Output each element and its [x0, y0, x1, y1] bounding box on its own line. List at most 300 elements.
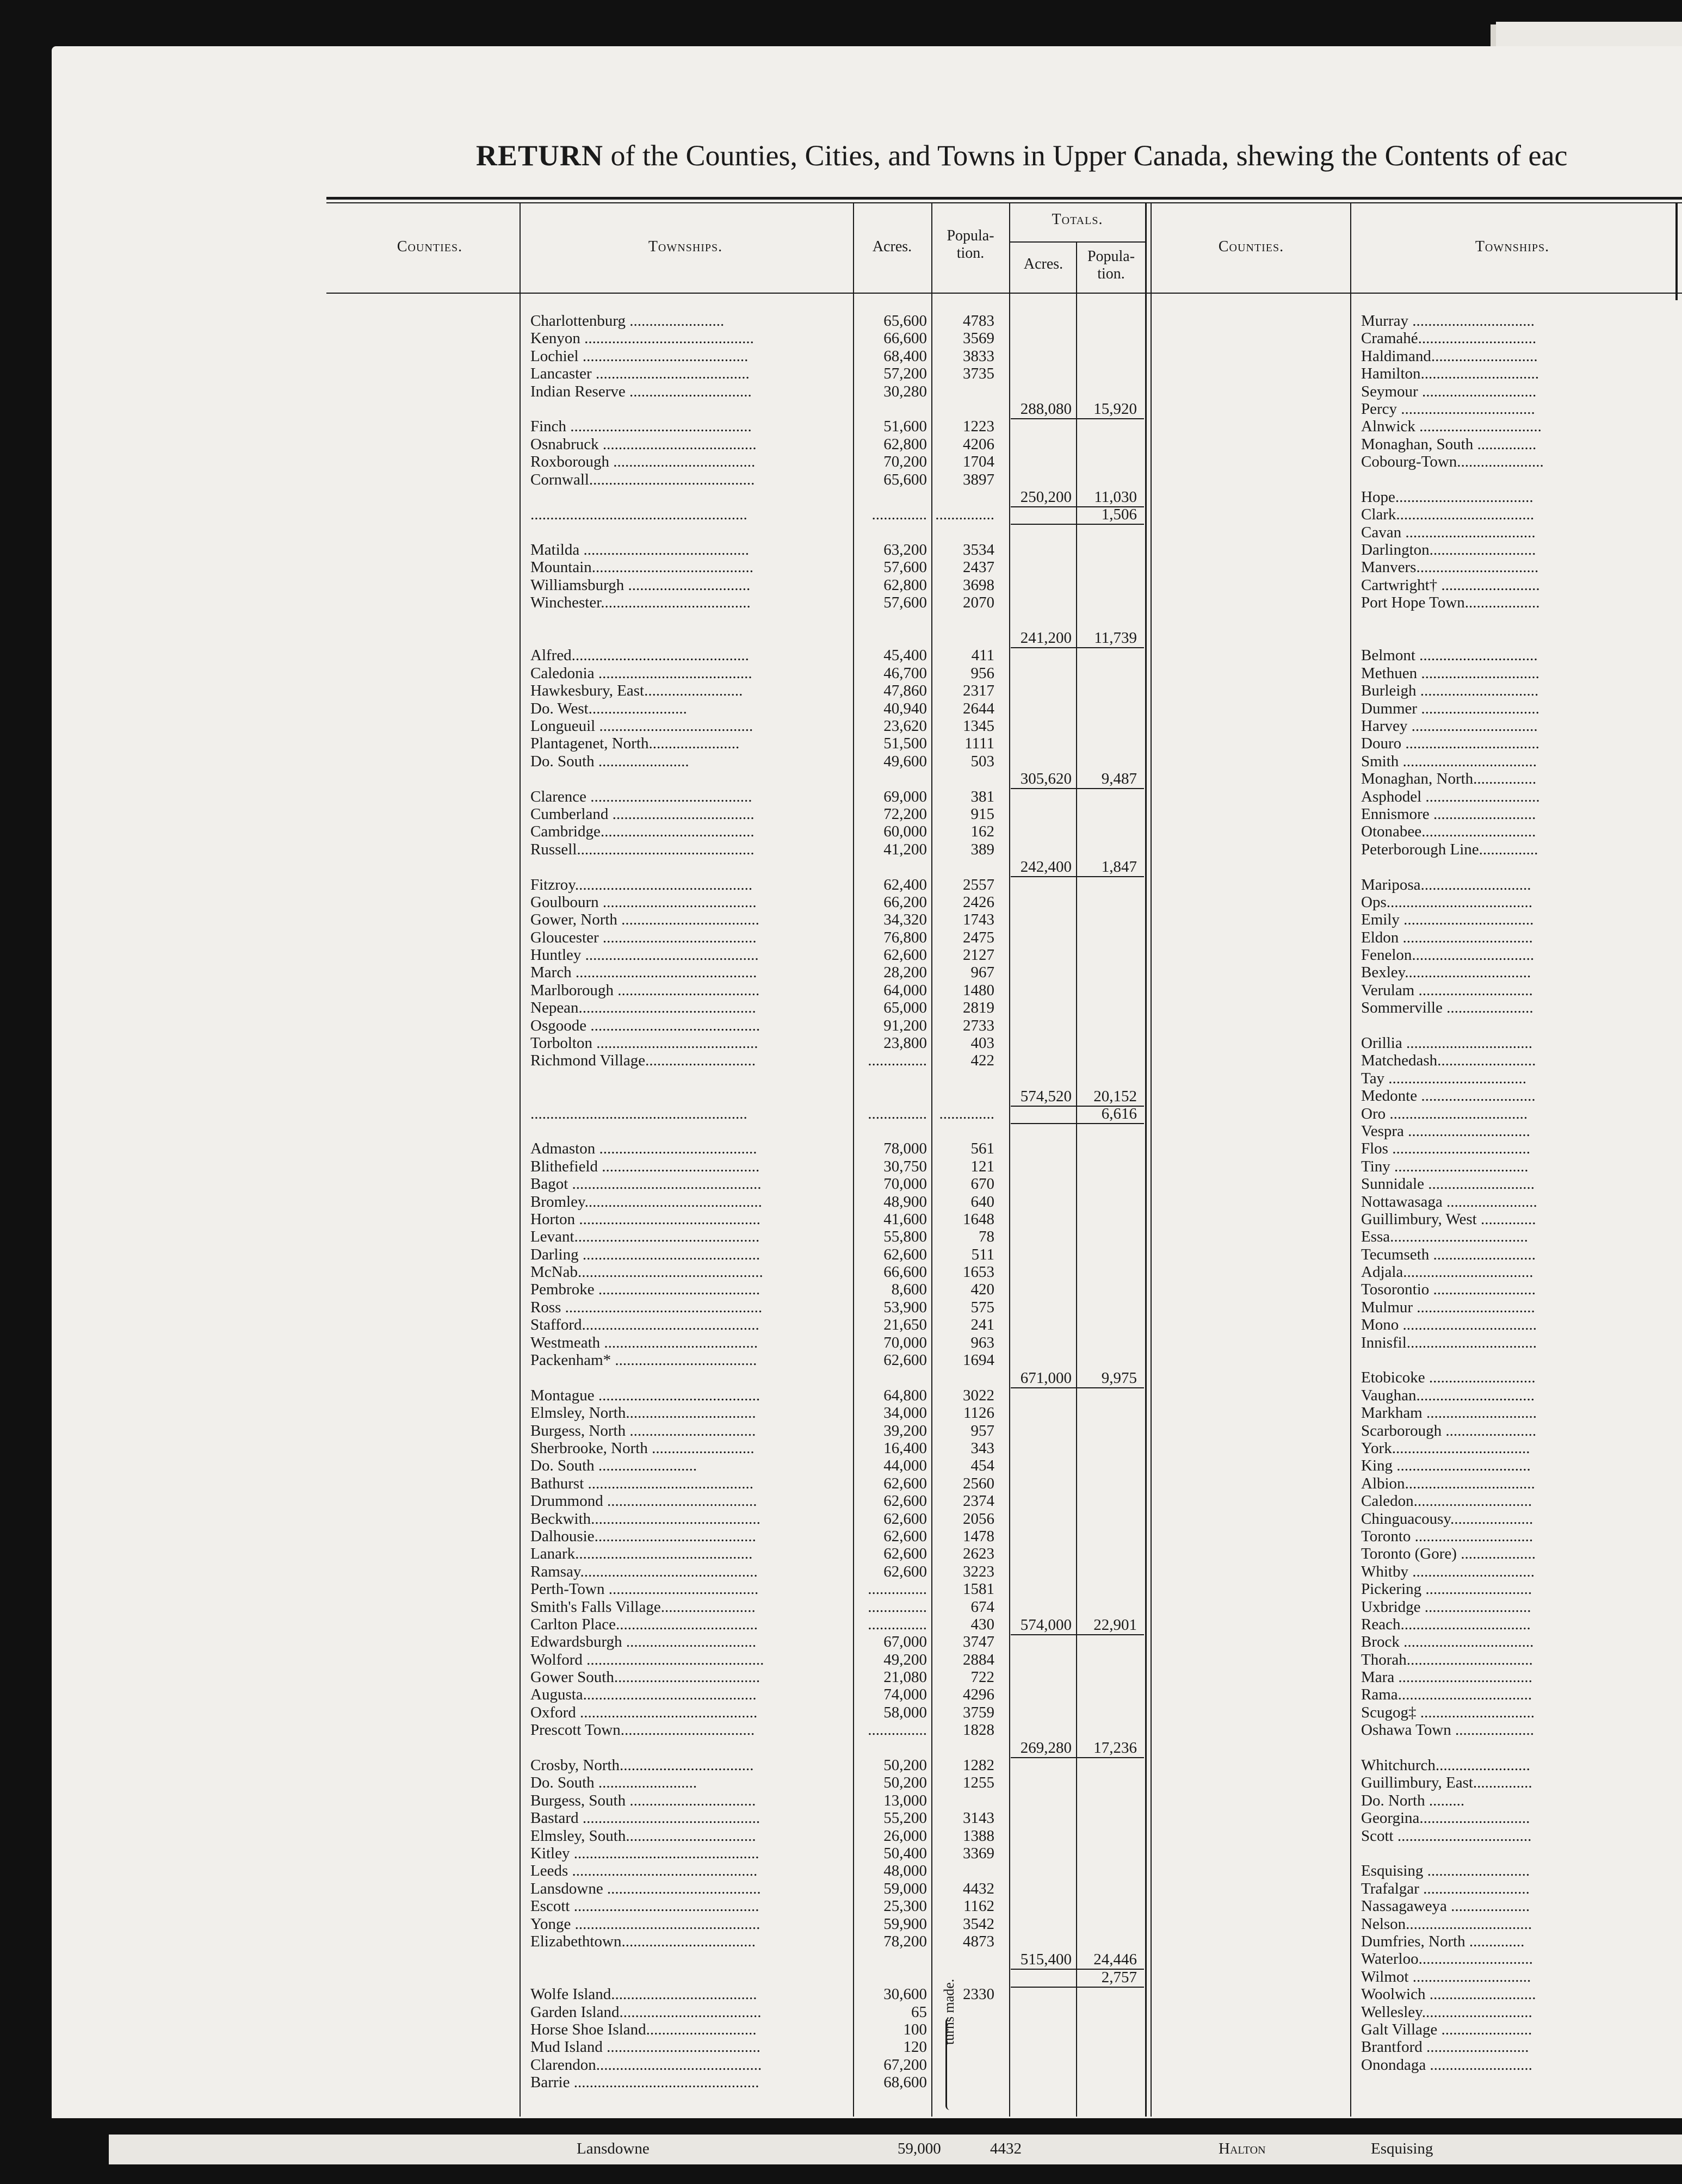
township-name: Indian Reserve ............................... — [530, 382, 752, 400]
township-name: Toronto (Gore) ................... — [1361, 1545, 1536, 1563]
township-name — [1361, 471, 1671, 488]
col-rule-2 — [853, 202, 854, 2117]
township-population: 2330 — [963, 1986, 994, 2003]
township-name: Sommerville ...................... — [1361, 999, 1533, 1017]
header-top-rule-thin — [326, 202, 1682, 203]
township-name: Markham ............................ — [1361, 1404, 1537, 1422]
township-name: Russell............................................. — [530, 840, 755, 858]
township-population: 2437 — [963, 559, 994, 576]
township-name: Rama.................................. — [1361, 1686, 1532, 1704]
township-name: Darling ............................................. — [530, 1245, 760, 1263]
township-name: ....................................................... — [530, 506, 747, 524]
township-population: 2070 — [963, 594, 994, 612]
township-name: Matchedash......................... — [1361, 1052, 1536, 1070]
left-population-column — [933, 312, 994, 2091]
township-acres: 78,000 — [883, 1140, 927, 1158]
township-acres: 25,300 — [883, 1897, 927, 1915]
township-population: 956 — [970, 664, 994, 682]
township-acres: 57,600 — [883, 594, 927, 612]
total-population: 11,739 — [1094, 629, 1137, 647]
township-name: Harvey ................................ — [1361, 717, 1538, 735]
township-population: .............. — [939, 1105, 994, 1122]
township-acres — [855, 1739, 927, 1757]
township-acres: 62,600 — [883, 1474, 927, 1492]
township-name: Chinguacousy..................... — [1361, 1510, 1533, 1528]
township-acres: 48,900 — [883, 1193, 927, 1211]
township-name: Roxborough .................................... — [530, 453, 756, 471]
header-totals-acres: Acres. — [1023, 256, 1063, 272]
township-acres: 66,600 — [883, 1263, 927, 1281]
total-population: 6,616 — [1101, 1105, 1137, 1122]
title-return: RETURN — [476, 139, 604, 172]
township-name — [530, 524, 849, 541]
township-acres: 100 — [903, 2020, 927, 2038]
township-name: Tecumseth .......................... — [1361, 1245, 1536, 1263]
total-rule — [1011, 788, 1144, 789]
township-name: Cavan ................................. — [1361, 523, 1536, 541]
township-acres: 70,000 — [883, 1175, 927, 1193]
township-population: 1162 — [963, 1897, 994, 1915]
township-name — [530, 488, 849, 506]
township-acres: 49,200 — [883, 1651, 927, 1668]
township-population: 1388 — [963, 1827, 994, 1845]
township-name: Hawkesbury, East......................... — [530, 682, 743, 700]
township-acres — [855, 1070, 927, 1087]
township-acres: ............... — [868, 1580, 927, 1598]
township-name — [1361, 1739, 1671, 1757]
township-name — [530, 1070, 849, 1087]
township-population: 2819 — [963, 999, 994, 1017]
township-population: 1345 — [963, 717, 994, 735]
township-acres: 78,200 — [883, 1932, 927, 1950]
township-acres: 58,000 — [883, 1703, 927, 1721]
total-rule — [1011, 1634, 1144, 1635]
township-population: 3022 — [963, 1386, 994, 1404]
township-population: 561 — [970, 1140, 994, 1158]
total-rule — [1011, 1387, 1144, 1388]
township-name: Eldon ................................. — [1361, 928, 1533, 946]
township-name: Charlottenburg ........................ — [530, 312, 725, 330]
township-population: 1111 — [964, 735, 994, 753]
township-population: 3542 — [963, 1915, 994, 1933]
township-acres: 65,000 — [883, 999, 927, 1017]
totals-column — [1011, 312, 1145, 2107]
township-population: 1126 — [963, 1404, 994, 1422]
col-rule-4 — [1009, 202, 1010, 2117]
township-name: Ennismore .......................... — [1361, 805, 1536, 823]
township-population: 422 — [970, 1052, 994, 1070]
township-name: Clarendon.......................................... — [530, 2056, 762, 2074]
township-name: Richmond Village............................ — [530, 1052, 756, 1070]
township-population: 2623 — [963, 1545, 994, 1563]
total-acres: 671,000 — [1020, 1369, 1072, 1387]
township-population: 1255 — [963, 1774, 994, 1792]
township-population: 1694 — [963, 1351, 994, 1369]
township-name — [530, 1950, 849, 1968]
township-name: Lancaster ....................................... — [530, 365, 750, 383]
township-name: Perth-Town ...................................... — [530, 1580, 759, 1598]
township-name: Guillimbury, East............... — [1361, 1774, 1532, 1792]
township-acres: 45,400 — [883, 647, 927, 665]
township-name — [530, 629, 849, 647]
township-population: 1581 — [963, 1580, 994, 1598]
header-right-counties: Counties. — [1218, 238, 1284, 255]
total-acres: 241,200 — [1020, 629, 1072, 647]
township-name: March .............................................. — [530, 964, 757, 982]
township-name: Mud Island ....................................... — [530, 2038, 760, 2056]
township-name: Blithefield ........................................ — [530, 1157, 760, 1175]
township-name: Elmsley, South................................. — [530, 1827, 756, 1845]
total-population: 9,975 — [1101, 1369, 1137, 1387]
township-acres: 66,600 — [883, 330, 927, 348]
township-name: Augusta............................................ — [530, 1686, 757, 1704]
township-name: Longueuil ....................................... — [530, 717, 753, 735]
township-name — [1361, 612, 1671, 629]
township-name: Bromley............................................. — [530, 1193, 762, 1211]
township-acres: 49,600 — [883, 752, 927, 770]
township-acres: ............... — [868, 1598, 927, 1616]
township-name: Stafford............................................. — [530, 1316, 759, 1334]
township-acres: 62,400 — [883, 876, 927, 894]
bottom-township: Lansdowne — [577, 2140, 650, 2157]
bottom-strip — [109, 2135, 1682, 2164]
township-acres — [855, 1122, 927, 1140]
township-acres: 50,200 — [883, 1757, 927, 1774]
township-name: Tosorontio .......................... — [1361, 1281, 1536, 1299]
header-population: Popula- tion. — [947, 227, 994, 262]
township-population — [933, 1739, 994, 1757]
totals-subrule — [1009, 241, 1145, 243]
township-name: Oxford ............................................. — [530, 1703, 758, 1721]
township-population — [933, 1369, 994, 1386]
township-name: Reach................................. — [1361, 1615, 1531, 1633]
township-population: 3369 — [963, 1844, 994, 1862]
township-name — [1361, 1017, 1671, 1034]
document-title — [476, 139, 1567, 172]
col-rule-6b — [1151, 202, 1152, 2117]
township-acres: 74,000 — [883, 1686, 927, 1704]
township-acres: 34,000 — [883, 1404, 927, 1422]
township-population — [933, 1122, 994, 1140]
header-townships: Townships. — [648, 238, 723, 255]
township-name: Clarence ......................................... — [530, 787, 752, 805]
township-population: 403 — [970, 1034, 994, 1052]
township-acres: 23,800 — [883, 1034, 927, 1052]
col-rule-1 — [520, 202, 521, 2117]
township-name — [530, 1968, 849, 1986]
total-acres: 288,080 — [1020, 400, 1072, 418]
township-population: 2557 — [963, 876, 994, 894]
township-acres — [855, 858, 927, 876]
township-acres: 21,080 — [883, 1668, 927, 1686]
township-population — [933, 770, 994, 787]
township-name: Horton .............................................. — [530, 1210, 760, 1228]
col-rule-8 — [1675, 202, 1678, 300]
township-population: 3833 — [963, 347, 994, 365]
township-name: Williamsburgh ............................... — [530, 576, 751, 594]
township-name: Wilmot .............................. — [1361, 1968, 1531, 1986]
township-name: Cartwright† ......................... — [1361, 576, 1540, 594]
township-name: Methuen .............................. — [1361, 664, 1539, 682]
township-population: 722 — [970, 1668, 994, 1686]
township-name: Burleigh .............................. — [1361, 682, 1539, 700]
township-acres: 91,200 — [883, 1016, 927, 1034]
total-acres: 269,280 — [1020, 1739, 1072, 1757]
township-name: Brock ................................. — [1361, 1633, 1534, 1651]
township-name: Osgoode ........................................... — [530, 1016, 760, 1034]
township-name: Brantford .......................... — [1361, 2038, 1529, 2056]
township-population: 2884 — [963, 1651, 994, 1668]
township-population — [933, 2074, 994, 2091]
header-right-townships: Townships. — [1475, 238, 1550, 255]
township-name: Bexley................................ — [1361, 964, 1531, 982]
total-population: 1,847 — [1101, 858, 1137, 876]
bottom-county: Halton — [1219, 2140, 1266, 2157]
township-name: ....................................................... — [530, 1105, 747, 1122]
township-population: 1223 — [963, 418, 994, 436]
township-population: 3698 — [963, 576, 994, 594]
total-rule — [1011, 1987, 1144, 1988]
township-name: Leeds ............................................... — [530, 1862, 758, 1880]
total-population: 24,446 — [1093, 1951, 1137, 1969]
township-name: Levant............................................... — [530, 1228, 760, 1246]
right-townships-column — [1361, 312, 1671, 2074]
township-acres: 41,200 — [883, 840, 927, 858]
township-name: Essa................................... — [1361, 1228, 1528, 1246]
township-name: Gower, North ................................... — [530, 911, 759, 929]
header-totals: Totals. — [1052, 211, 1103, 228]
township-population: 1653 — [963, 1263, 994, 1281]
township-name: Verulam ............................. — [1361, 981, 1533, 999]
township-name: Flos ................................... — [1361, 1140, 1530, 1158]
township-acres: 46,700 — [883, 664, 927, 682]
township-name: Caledonia ....................................... — [530, 664, 752, 682]
total-population: 20,152 — [1093, 1087, 1137, 1105]
township-name: Fenelon............................... — [1361, 946, 1535, 964]
township-name: Ramsay............................................. — [530, 1562, 758, 1580]
township-population: 2374 — [963, 1492, 994, 1510]
township-population: 3569 — [963, 330, 994, 348]
township-acres: 76,800 — [883, 928, 927, 946]
bottom-acres: 59,000 — [898, 2140, 941, 2157]
township-population: 3747 — [963, 1633, 994, 1651]
township-acres: 41,600 — [883, 1210, 927, 1228]
township-name: Tay ................................... — [1361, 1069, 1527, 1087]
township-name: Pembroke ......................................... — [530, 1281, 760, 1299]
township-name: Percy .................................. — [1361, 400, 1535, 418]
total-rule — [1011, 647, 1144, 648]
township-name — [530, 858, 849, 876]
township-name: Bastard ............................................. — [530, 1809, 760, 1827]
col-rule-3 — [931, 202, 932, 2117]
township-name: Orillia ................................ — [1361, 1034, 1532, 1052]
township-name: Adjala................................. — [1361, 1263, 1533, 1281]
township-name: Smith .................................. — [1361, 752, 1537, 770]
township-acres: 34,320 — [883, 911, 927, 929]
township-acres: ............... — [868, 1105, 927, 1122]
township-name: Oro ................................... — [1361, 1105, 1528, 1122]
township-population: 1743 — [963, 911, 994, 929]
total-population: 15,920 — [1093, 400, 1137, 418]
township-population: 454 — [970, 1457, 994, 1475]
no-returns-note: turns made. — [941, 1978, 957, 2045]
township-acres: 59,900 — [883, 1915, 927, 1933]
township-name: Clark................................... — [1361, 506, 1535, 524]
township-name: Carlton Place.................................... — [530, 1615, 758, 1633]
township-population: 963 — [970, 1333, 994, 1351]
township-population: 915 — [970, 805, 994, 823]
township-population: 1704 — [963, 453, 994, 471]
township-name: Cobourg-Town...................... — [1361, 453, 1544, 471]
township-population: 4432 — [963, 1879, 994, 1897]
township-name: Guillimbury, West .............. — [1361, 1210, 1536, 1228]
township-population — [933, 1070, 994, 1087]
township-name: Alnwick ............................... — [1361, 418, 1542, 436]
township-name: Emily ................................. — [1361, 911, 1534, 929]
township-acres: ............... — [868, 1721, 927, 1739]
total-acres: 515,400 — [1020, 1951, 1072, 1969]
township-name: Marlborough .................................... — [530, 981, 760, 999]
township-name: Manvers............................... — [1361, 559, 1539, 576]
total-rule — [1011, 418, 1144, 419]
township-acres: 40,940 — [883, 699, 927, 717]
township-acres: 62,600 — [883, 1351, 927, 1369]
total-rule — [1011, 1123, 1144, 1124]
township-name: Peterborough Line............... — [1361, 840, 1538, 858]
township-name: Vespra ............................... — [1361, 1122, 1530, 1140]
township-name: Escott ............................................... — [530, 1897, 759, 1915]
bottom-township-right: Esquising — [1371, 2140, 1433, 2157]
total-acres: 305,620 — [1020, 770, 1072, 788]
header-top-rule — [326, 197, 1682, 200]
township-name: Mono .................................. — [1361, 1316, 1537, 1334]
township-acres: ............... — [868, 1615, 927, 1633]
township-name — [530, 1739, 849, 1757]
township-acres: 65 — [911, 2003, 927, 2021]
township-name: Monaghan, South ............... — [1361, 435, 1537, 453]
township-acres: 69,000 — [883, 787, 927, 805]
township-name: Nepean............................................. — [530, 999, 756, 1017]
township-population — [933, 2056, 994, 2074]
township-acres: 21,650 — [883, 1316, 927, 1334]
township-acres: 16,400 — [883, 1440, 927, 1457]
township-name: Sherbrooke, North .......................... — [530, 1440, 755, 1457]
township-name: Burgess, South ................................ — [530, 1791, 756, 1809]
township-name: Innisfil................................. — [1361, 1333, 1537, 1351]
township-name: Murray ............................... — [1361, 312, 1535, 330]
township-name: Do. South ....................... — [530, 752, 689, 770]
township-name: Prescott Town.................................. — [530, 1721, 755, 1739]
township-name: Ross .................................................. — [530, 1298, 763, 1316]
township-acres: 65,600 — [883, 470, 927, 488]
township-name: Do. West......................... — [530, 699, 687, 717]
left-acres-column — [855, 312, 927, 2091]
township-population: 2733 — [963, 1016, 994, 1034]
township-population: 162 — [970, 823, 994, 841]
total-population: 11,030 — [1094, 488, 1137, 506]
township-acres — [855, 770, 927, 787]
township-population: 4783 — [963, 312, 994, 330]
total-population: 9,487 — [1101, 770, 1137, 788]
township-population — [933, 1087, 994, 1105]
township-name: Medonte ............................. — [1361, 1087, 1536, 1105]
total-population: 1,506 — [1101, 506, 1137, 524]
township-acres: 66,200 — [883, 893, 927, 911]
township-name: Galt Village ....................... — [1361, 2020, 1532, 2038]
township-name: Onondaga .......................... — [1361, 2056, 1532, 2074]
township-name — [1361, 1351, 1671, 1369]
township-name: Fitzroy............................................. — [530, 876, 753, 894]
township-acres: 30,280 — [883, 382, 927, 400]
township-name: Oshawa Town .................... — [1361, 1721, 1535, 1739]
township-acres: 62,600 — [883, 946, 927, 964]
township-population: 503 — [970, 752, 994, 770]
township-name: Lochiel .......................................... — [530, 347, 749, 365]
township-acres: 62,800 — [883, 576, 927, 594]
township-acres: 23,620 — [883, 717, 927, 735]
township-name: Georgina............................ — [1361, 1809, 1530, 1827]
township-acres: 30,750 — [883, 1157, 927, 1175]
township-acres: 47,860 — [883, 682, 927, 700]
township-acres: 68,600 — [883, 2074, 927, 2092]
township-name: York................................... — [1361, 1440, 1530, 1457]
township-name: Cornwall.......................................... — [530, 470, 755, 488]
township-name: Horse Shoe Island............................ — [530, 2020, 757, 2038]
township-name: Trafalgar ........................... — [1361, 1879, 1530, 1897]
total-population: 17,236 — [1093, 1739, 1137, 1757]
township-name: Lanark............................................. — [530, 1545, 753, 1563]
township-name: Monaghan, North................ — [1361, 770, 1537, 788]
township-population: 121 — [970, 1157, 994, 1175]
township-name — [530, 770, 849, 787]
township-acres: .............. — [871, 506, 927, 524]
township-acres: 72,200 — [883, 805, 927, 823]
total-acres: 250,200 — [1020, 488, 1072, 506]
col-rule-6 — [1145, 202, 1147, 2117]
township-population: 2644 — [963, 699, 994, 717]
township-name: Alfred............................................. — [530, 647, 749, 665]
total-acres: 574,000 — [1020, 1616, 1072, 1634]
township-population — [933, 858, 994, 876]
township-acres — [855, 1369, 927, 1386]
township-population: 1282 — [963, 1757, 994, 1774]
township-acres: 50,400 — [883, 1844, 927, 1862]
township-population: 575 — [970, 1298, 994, 1316]
township-acres: 59,000 — [883, 1879, 927, 1897]
township-acres — [855, 629, 927, 647]
bracket — [945, 2018, 955, 2110]
township-name: Matilda .......................................... — [530, 541, 749, 559]
township-acres: 57,200 — [883, 365, 927, 383]
township-name: Toronto .............................. — [1361, 1527, 1533, 1545]
township-acres: 62,600 — [883, 1562, 927, 1580]
township-name: Nottawasaga ....................... — [1361, 1193, 1537, 1211]
township-population — [933, 1792, 994, 1809]
township-population: 2475 — [963, 928, 994, 946]
township-name: Wellesley............................ — [1361, 2003, 1532, 2021]
bottom-pop: 4432 — [990, 2140, 1022, 2157]
township-acres — [855, 612, 927, 629]
township-name: Crosby, North.................................. — [530, 1757, 754, 1774]
township-population: 674 — [970, 1598, 994, 1616]
township-population — [933, 524, 994, 541]
township-population — [933, 629, 994, 647]
township-population — [933, 400, 994, 418]
township-population: 957 — [970, 1422, 994, 1440]
township-name: Huntley ............................................ — [530, 946, 759, 964]
township-acres — [855, 524, 927, 541]
township-name: Etobicoke ........................... — [1361, 1369, 1536, 1387]
